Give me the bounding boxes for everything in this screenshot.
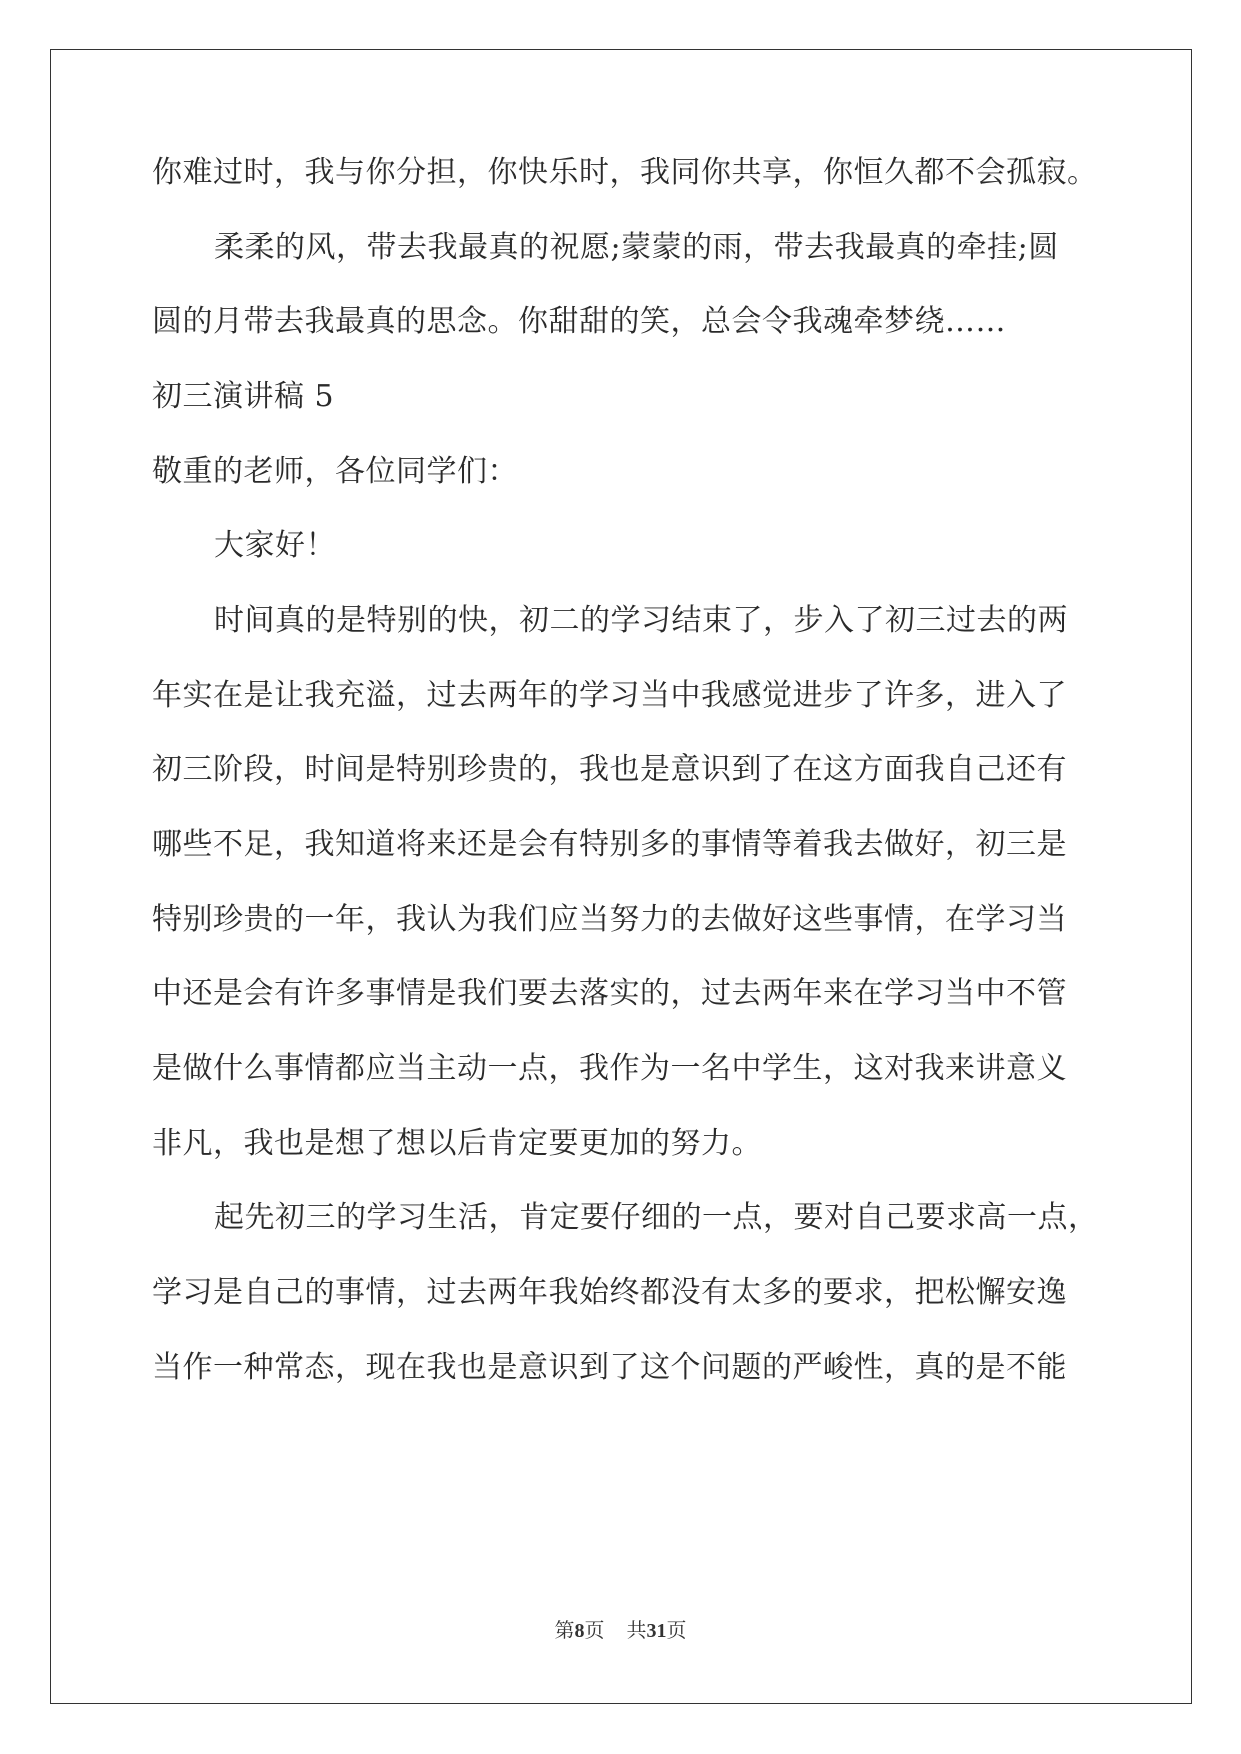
text-line: 非凡，我也是想了想以后肯定要更加的努力。 — [152, 1126, 762, 1161]
text-line: 哪些不足，我知道将来还是会有特别多的事情等着我去做好，初三是 — [152, 827, 1067, 862]
text-line: 当作一种常态，现在我也是意识到了这个问题的严峻性，真的是不能 — [152, 1350, 1067, 1385]
text-line: 圆的月带去我最真的思念。你甜甜的笑，总会令我魂牵梦绕…… — [152, 304, 1006, 339]
text-line: 是做什么事情都应当主动一点，我作为一名中学生，这对我来讲意义 — [152, 1051, 1067, 1086]
page-frame — [50, 49, 1192, 1704]
text-line: 你难过时，我与你分担，你快乐时，我同你共享，你恒久都不会孤寂。 — [152, 155, 1098, 190]
greeting: 大家好！ — [214, 528, 336, 563]
text-line: 特别珍贵的一年，我认为我们应当努力的去做好这些事情，在学习当 — [152, 902, 1067, 937]
text-line: 柔柔的风，带去我最真的祝愿;蒙蒙的雨，带去我最真的牵挂;圆 — [214, 230, 1059, 265]
footer-total-suffix: 页 — [666, 1618, 687, 1642]
text-line: 时间真的是特别的快，初二的学习结束了，步入了初三过去的两 — [214, 603, 1068, 638]
text-line: 初三阶段，时间是特别珍贵的，我也是意识到了在这方面我自己还有 — [152, 752, 1067, 787]
footer-page-suffix: 页 — [584, 1618, 605, 1642]
total-page-count: 31 — [646, 1620, 667, 1642]
text-line: 起先初三的学习生活，肯定要仔细的一点，要对自己要求高一点， — [214, 1200, 1099, 1235]
page-footer — [0, 1617, 1241, 1644]
text-line: 年实在是让我充溢，过去两年的学习当中我感觉进步了许多，进入了 — [152, 678, 1067, 713]
section-heading: 初三演讲稿 5 — [152, 379, 335, 414]
footer-prefix: 第 — [554, 1618, 575, 1642]
text-line: 学习是自己的事情，过去两年我始终都没有太多的要求，把松懈安逸 — [152, 1275, 1067, 1310]
text-line: 中还是会有许多事情是我们要去落实的，过去两年来在学习当中不管 — [152, 976, 1067, 1011]
footer-total-prefix: 共 — [626, 1618, 647, 1642]
salutation: 敬重的老师，各位同学们： — [152, 454, 518, 489]
current-page-number: 8 — [574, 1620, 585, 1642]
